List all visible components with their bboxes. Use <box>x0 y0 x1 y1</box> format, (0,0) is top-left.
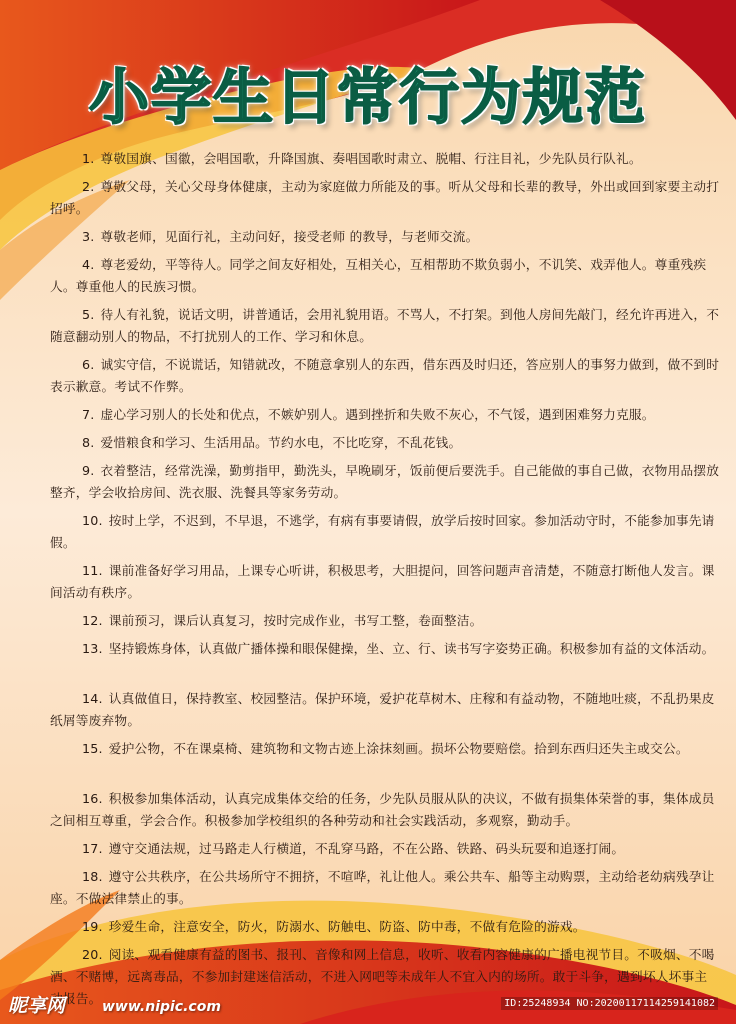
rule-number: 2. <box>82 179 95 194</box>
rule-number: 7. <box>82 407 95 422</box>
rules-list <box>50 148 720 1016</box>
page-title: 小学生日常行为规范 <box>89 63 647 133</box>
rule-text: 尊敬老师，见面行礼，主动问好，接受老师 的教导，与老师交流。 <box>100 229 479 244</box>
rule-number: 1. <box>82 151 95 166</box>
rule-number: 14. <box>82 691 103 706</box>
rule-text: 尊老爱幼，平等待人。同学之间友好相处，互相关心，互相帮助不欺负弱小，不讥笑、戏弄他人。尊重残疾人。尊重他人的民族习惯。 <box>50 257 707 294</box>
rule-number: 20. <box>82 947 103 962</box>
rule-text: 虚心学习别人的长处和优点，不嫉妒别人。遇到挫折和失败不灰心，不气馁，遇到困难努力克服。 <box>100 407 655 422</box>
rule-item <box>50 148 720 170</box>
rule-text: 爱惜粮食和学习、生活用品。节约水电，不比吃穿，不乱花钱。 <box>100 435 462 450</box>
watermark-logo: 昵享网 <box>8 995 66 1017</box>
rule-item <box>50 738 720 782</box>
rule-number: 19. <box>82 919 103 934</box>
rule-text: 珍爱生命，注意安全，防火，防溺水、防触电、防盗、防中毒，不做有危险的游戏。 <box>108 919 586 934</box>
rule-item <box>50 460 720 504</box>
rule-text: 遵守交通法规，过马路走人行横道，不乱穿马路，不在公路、铁路、码头玩耍和追逐打闹。 <box>108 841 625 856</box>
rule-text: 积极参加集体活动，认真完成集体交给的任务，少先队员服从队的决议，不做有损集体荣誉的事，集体成员之间相互尊重，学会合作。积极参加学校组织的各种劳动和社会实践活动，多观察，勤动手。 <box>50 791 715 828</box>
rule-text: 爱护公物，不在课桌椅、建筑物和文物古迹上涂抹刻画。损坏公物要赔偿。拾到东西归还失主或交公。 <box>108 741 689 756</box>
rule-number: 3. <box>82 229 95 244</box>
rule-item <box>50 254 720 298</box>
rule-text: 尊敬国旗、国徽，会唱国歌，升降国旗、奏唱国歌时肃立、脱帽、行注目礼，少先队员行队礼。 <box>100 151 642 166</box>
rule-item <box>50 432 720 454</box>
rule-number: 9. <box>82 463 95 478</box>
rule-item <box>50 916 720 938</box>
rule-number: 10. <box>82 513 103 528</box>
rule-item <box>50 788 720 832</box>
rule-text: 课前预习，课后认真复习，按时完成作业，书写工整，卷面整洁。 <box>108 613 483 628</box>
rule-text: 坚持锻炼身体，认真做广播体操和眼保健操，坐、立、行、读书写字姿势正确。积极参加有益的文体活动。 <box>108 641 715 656</box>
rule-number: 18. <box>82 869 103 884</box>
rule-text: 阅读、观看健康有益的图书、报刊、音像和网上信息，收听、收看内容健康的广播电视节目。不吸烟、不喝酒、不赌博，远离毒品，不参加封建迷信活动，不进入网吧等未成年人不宜入内的场所。敢于斗争，遇到坏人坏事主动报告。 <box>50 947 715 1006</box>
rule-number: 4. <box>82 257 95 272</box>
rule-item <box>50 838 720 860</box>
rule-text: 诚实守信，不说谎话，知错就改，不随意拿别人的东西，借东西及时归还，答应别人的事努力做到，做不到时表示歉意。考试不作弊。 <box>50 357 720 394</box>
rule-text: 遵守公共秩序，在公共场所守不拥挤，不喧哗，礼让他人。乘公共车、船等主动购票，主动给老幼病残孕让座。不做法律禁止的事。 <box>50 869 715 906</box>
rule-text: 认真做值日，保持教室、校园整洁。保护环境，爱护花草树木、庄稼和有益动物，不随地吐痰，不乱扔果皮纸屑等废弃物。 <box>50 691 715 728</box>
rule-text: 待人有礼貌，说话文明，讲普通话，会用礼貌用语。不骂人，不打架。到他人房间先敲门，经允许再进入，不随意翻动别人的物品，不打扰别人的工作、学习和休息。 <box>50 307 720 344</box>
rule-number: 5. <box>82 307 95 322</box>
rule-item <box>50 404 720 426</box>
rule-item <box>50 226 720 248</box>
rule-item <box>50 688 720 732</box>
rule-number: 15. <box>82 741 103 756</box>
rule-text: 按时上学，不迟到，不早退，不逃学，有病有事要请假，放学后按时回家。参加活动守时，不能参加事先请假。 <box>50 513 715 550</box>
rule-text: 课前准备好学习用品，上课专心听讲，积极思考，大胆提问，回答问题声音清楚，不随意打断他人发言。课间活动有秩序。 <box>50 563 715 600</box>
rule-number: 6. <box>82 357 95 372</box>
rule-number: 11. <box>82 563 103 578</box>
rule-item <box>50 638 720 682</box>
rule-number: 13. <box>82 641 103 656</box>
rule-number: 16. <box>82 791 103 806</box>
rule-item <box>50 176 720 220</box>
rule-item <box>50 510 720 554</box>
rule-number: 12. <box>82 613 103 628</box>
watermark-url: www.nipic.com <box>102 999 221 1015</box>
watermark-id: ID:25248934 NO:20200117114259141082 <box>501 997 718 1010</box>
rule-text: 衣着整洁，经常洗澡，勤剪指甲，勤洗头，早晚刷牙，饭前便后要洗手。自己能做的事自己做，衣物用品摆放整齐，学会收拾房间、洗衣服、洗餐具等家务劳动。 <box>50 463 720 500</box>
rule-text: 尊敬父母，关心父母身体健康，主动为家庭做力所能及的事。听从父母和长辈的教导，外出或回到家要主动打招呼。 <box>50 179 720 216</box>
rule-item <box>50 560 720 604</box>
rule-item <box>50 866 720 910</box>
rule-number: 17. <box>82 841 103 856</box>
rule-item <box>50 304 720 348</box>
rule-item <box>50 354 720 398</box>
rule-item <box>50 610 720 632</box>
rule-number: 8. <box>82 435 95 450</box>
